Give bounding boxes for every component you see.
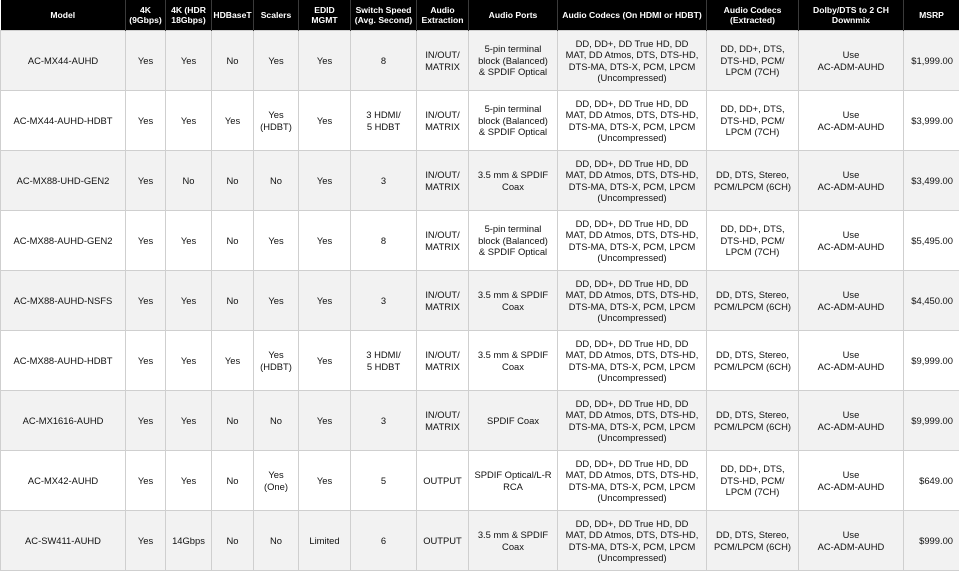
cell-model: AC-MX88-UHD-GEN2 [1, 151, 126, 211]
cell-audio-extraction: IN/OUT/ MATRIX [417, 331, 469, 391]
cell-edid-mgmt: Yes [299, 31, 351, 91]
cell-msrp: $3,999.00 [904, 91, 959, 151]
cell-edid-mgmt: Yes [299, 211, 351, 271]
cell-switch-speed: 3 HDMI/ 5 HDBT [351, 91, 417, 151]
cell-model: AC-MX42-AUHD [1, 451, 126, 511]
cell-audio-codecs: DD, DD+, DD True HD, DD MAT, DD Atmos, DTS, DTS-HD, DTS-MA, DTS-X, PCM, LPCM (Uncompressed) [558, 331, 707, 391]
cell-model: AC-MX44-AUHD [1, 31, 126, 91]
cell-downmix: Use AC-ADM-AUHD [799, 271, 904, 331]
cell-switch-speed: 8 [351, 31, 417, 91]
cell-switch-speed: 3 [351, 151, 417, 211]
cell-4k-9gbps: Yes [126, 211, 166, 271]
cell-audio-extraction: OUTPUT [417, 511, 469, 571]
cell-audio-codecs-extracted: DD, DTS, Stereo, PCM/LPCM (6CH) [707, 271, 799, 331]
cell-model: AC-MX88-AUHD-HDBT [1, 331, 126, 391]
header-audio-codecs-hdmi-hdbt: Audio Codecs (On HDMI or HDBT) [558, 0, 707, 31]
cell-hdbaset: Yes [212, 331, 254, 391]
cell-4k-hdr: 14Gbps [166, 511, 212, 571]
cell-audio-extraction: IN/OUT/ MATRIX [417, 31, 469, 91]
cell-audio-ports: 5-pin terminal block (Balanced) & SPDIF Optical [469, 211, 558, 271]
cell-4k-9gbps: Yes [126, 271, 166, 331]
cell-scalers: Yes (One) [254, 451, 299, 511]
cell-audio-codecs: DD, DD+, DD True HD, DD MAT, DD Atmos, DTS, DTS-HD, DTS-MA, DTS-X, PCM, LPCM (Uncompressed) [558, 511, 707, 571]
cell-scalers: Yes [254, 271, 299, 331]
table-row [1, 511, 959, 571]
cell-hdbaset: No [212, 511, 254, 571]
cell-switch-speed: 3 [351, 391, 417, 451]
cell-edid-mgmt: Yes [299, 331, 351, 391]
cell-model: AC-MX88-AUHD-GEN2 [1, 211, 126, 271]
cell-downmix: Use AC-ADM-AUHD [799, 451, 904, 511]
cell-audio-codecs-extracted: DD, DTS, Stereo, PCM/LPCM (6CH) [707, 331, 799, 391]
cell-scalers: Yes (HDBT) [254, 91, 299, 151]
cell-edid-mgmt: Limited [299, 511, 351, 571]
cell-downmix: Use AC-ADM-AUHD [799, 391, 904, 451]
header-audio-extraction: Audio Extraction [417, 0, 469, 31]
cell-4k-hdr: Yes [166, 451, 212, 511]
cell-model: AC-SW411-AUHD [1, 511, 126, 571]
cell-audio-extraction: IN/OUT/ MATRIX [417, 271, 469, 331]
cell-hdbaset: No [212, 31, 254, 91]
cell-audio-extraction: IN/OUT/ MATRIX [417, 91, 469, 151]
header-model: Model [1, 0, 126, 31]
cell-msrp: $1,999.00 [904, 31, 959, 91]
cell-msrp: $4,450.00 [904, 271, 959, 331]
table-row [1, 451, 959, 511]
header-scalers: Scalers [254, 0, 299, 31]
cell-audio-codecs: DD, DD+, DD True HD, DD MAT, DD Atmos, DTS, DTS-HD, DTS-MA, DTS-X, PCM, LPCM (Uncompressed) [558, 151, 707, 211]
table-row [1, 271, 959, 331]
cell-audio-codecs: DD, DD+, DD True HD, DD MAT, DD Atmos, DTS, DTS-HD, DTS-MA, DTS-X, PCM, LPCM (Uncompressed) [558, 31, 707, 91]
cell-audio-extraction: IN/OUT/ MATRIX [417, 211, 469, 271]
header-msrp: MSRP [904, 0, 959, 31]
table-row [1, 91, 959, 151]
cell-4k-hdr: Yes [166, 271, 212, 331]
cell-switch-speed: 3 [351, 271, 417, 331]
cell-downmix: Use AC-ADM-AUHD [799, 511, 904, 571]
cell-4k-9gbps: Yes [126, 151, 166, 211]
table-row [1, 331, 959, 391]
table-row [1, 31, 959, 91]
table-row [1, 211, 959, 271]
cell-audio-codecs-extracted: DD, DTS, Stereo, PCM/LPCM (6CH) [707, 511, 799, 571]
cell-audio-ports: SPDIF Optical/L-R RCA [469, 451, 558, 511]
cell-audio-extraction: IN/OUT/ MATRIX [417, 391, 469, 451]
cell-4k-9gbps: Yes [126, 331, 166, 391]
cell-4k-hdr: Yes [166, 331, 212, 391]
cell-4k-hdr: Yes [166, 391, 212, 451]
cell-downmix: Use AC-ADM-AUHD [799, 331, 904, 391]
cell-switch-speed: 8 [351, 211, 417, 271]
cell-audio-codecs-extracted: DD, DTS, Stereo, PCM/LPCM (6CH) [707, 391, 799, 451]
cell-msrp: $999.00 [904, 511, 959, 571]
header-4k-hdr-18gbps: 4K (HDR 18Gbps) [166, 0, 212, 31]
cell-4k-9gbps: Yes [126, 451, 166, 511]
cell-hdbaset: No [212, 391, 254, 451]
cell-hdbaset: No [212, 451, 254, 511]
table-row [1, 151, 959, 211]
cell-audio-codecs: DD, DD+, DD True HD, DD MAT, DD Atmos, DTS, DTS-HD, DTS-MA, DTS-X, PCM, LPCM (Uncompressed) [558, 451, 707, 511]
cell-edid-mgmt: Yes [299, 151, 351, 211]
cell-4k-9gbps: Yes [126, 391, 166, 451]
header-switch-speed: Switch Speed (Avg. Second) [351, 0, 417, 31]
header-edid-mgmt: EDID MGMT [299, 0, 351, 31]
cell-switch-speed: 6 [351, 511, 417, 571]
cell-4k-9gbps: Yes [126, 91, 166, 151]
cell-audio-codecs-extracted: DD, DD+, DTS, DTS-HD, PCM/ LPCM (7CH) [707, 31, 799, 91]
cell-audio-ports: 5-pin terminal block (Balanced) & SPDIF Optical [469, 31, 558, 91]
cell-edid-mgmt: Yes [299, 451, 351, 511]
cell-model: AC-MX88-AUHD-NSFS [1, 271, 126, 331]
cell-audio-ports: 3.5 mm & SPDIF Coax [469, 151, 558, 211]
cell-hdbaset: No [212, 151, 254, 211]
cell-model: AC-MX44-AUHD-HDBT [1, 91, 126, 151]
header-row [1, 0, 959, 31]
cell-scalers: No [254, 391, 299, 451]
cell-hdbaset: No [212, 211, 254, 271]
cell-scalers: Yes [254, 211, 299, 271]
cell-downmix: Use AC-ADM-AUHD [799, 211, 904, 271]
cell-edid-mgmt: Yes [299, 271, 351, 331]
cell-4k-hdr: Yes [166, 31, 212, 91]
cell-scalers: No [254, 511, 299, 571]
cell-edid-mgmt: Yes [299, 391, 351, 451]
cell-scalers: No [254, 151, 299, 211]
header-hdbaset: HDBaseT [212, 0, 254, 31]
cell-msrp: $9,999.00 [904, 331, 959, 391]
cell-audio-extraction: IN/OUT/ MATRIX [417, 151, 469, 211]
header-audio-ports: Audio Ports [469, 0, 558, 31]
cell-audio-ports: 5-pin terminal block (Balanced) & SPDIF Optical [469, 91, 558, 151]
cell-switch-speed: 5 [351, 451, 417, 511]
cell-audio-ports: 3.5 mm & SPDIF Coax [469, 331, 558, 391]
cell-audio-codecs: DD, DD+, DD True HD, DD MAT, DD Atmos, DTS, DTS-HD, DTS-MA, DTS-X, PCM, LPCM (Uncompressed) [558, 391, 707, 451]
cell-switch-speed: 3 HDMI/ 5 HDBT [351, 331, 417, 391]
cell-audio-codecs-extracted: DD, DTS, Stereo, PCM/LPCM (6CH) [707, 151, 799, 211]
cell-scalers: Yes [254, 31, 299, 91]
cell-hdbaset: No [212, 271, 254, 331]
cell-hdbaset: Yes [212, 91, 254, 151]
cell-msrp: $3,499.00 [904, 151, 959, 211]
cell-4k-hdr: No [166, 151, 212, 211]
cell-msrp: $5,495.00 [904, 211, 959, 271]
cell-audio-codecs-extracted: DD, DD+, DTS, DTS-HD, PCM/ LPCM (7CH) [707, 91, 799, 151]
cell-4k-9gbps: Yes [126, 511, 166, 571]
cell-audio-ports: 3.5 mm & SPDIF Coax [469, 271, 558, 331]
cell-downmix: Use AC-ADM-AUHD [799, 31, 904, 91]
cell-audio-codecs: DD, DD+, DD True HD, DD MAT, DD Atmos, DTS, DTS-HD, DTS-MA, DTS-X, PCM, LPCM (Uncompressed) [558, 211, 707, 271]
cell-model: AC-MX1616-AUHD [1, 391, 126, 451]
table-row [1, 391, 959, 451]
cell-audio-codecs-extracted: DD, DD+, DTS, DTS-HD, PCM/ LPCM (7CH) [707, 451, 799, 511]
cell-msrp: $649.00 [904, 451, 959, 511]
cell-audio-ports: 3.5 mm & SPDIF Coax [469, 511, 558, 571]
cell-audio-extraction: OUTPUT [417, 451, 469, 511]
cell-msrp: $9,999.00 [904, 391, 959, 451]
cell-audio-ports: SPDIF Coax [469, 391, 558, 451]
cell-audio-codecs: DD, DD+, DD True HD, DD MAT, DD Atmos, DTS, DTS-HD, DTS-MA, DTS-X, PCM, LPCM (Uncompressed) [558, 91, 707, 151]
cell-audio-codecs-extracted: DD, DD+, DTS, DTS-HD, PCM/ LPCM (7CH) [707, 211, 799, 271]
cell-audio-codecs: DD, DD+, DD True HD, DD MAT, DD Atmos, DTS, DTS-HD, DTS-MA, DTS-X, PCM, LPCM (Uncompressed) [558, 271, 707, 331]
cell-downmix: Use AC-ADM-AUHD [799, 151, 904, 211]
cell-downmix: Use AC-ADM-AUHD [799, 91, 904, 151]
cell-4k-9gbps: Yes [126, 31, 166, 91]
cell-scalers: Yes (HDBT) [254, 331, 299, 391]
cell-4k-hdr: Yes [166, 91, 212, 151]
header-audio-codecs-extracted: Audio Codecs (Extracted) [707, 0, 799, 31]
header-4k-9gbps: 4K (9Gbps) [126, 0, 166, 31]
cell-4k-hdr: Yes [166, 211, 212, 271]
cell-edid-mgmt: Yes [299, 91, 351, 151]
header-downmix: Dolby/DTS to 2 CH Downmix [799, 0, 904, 31]
